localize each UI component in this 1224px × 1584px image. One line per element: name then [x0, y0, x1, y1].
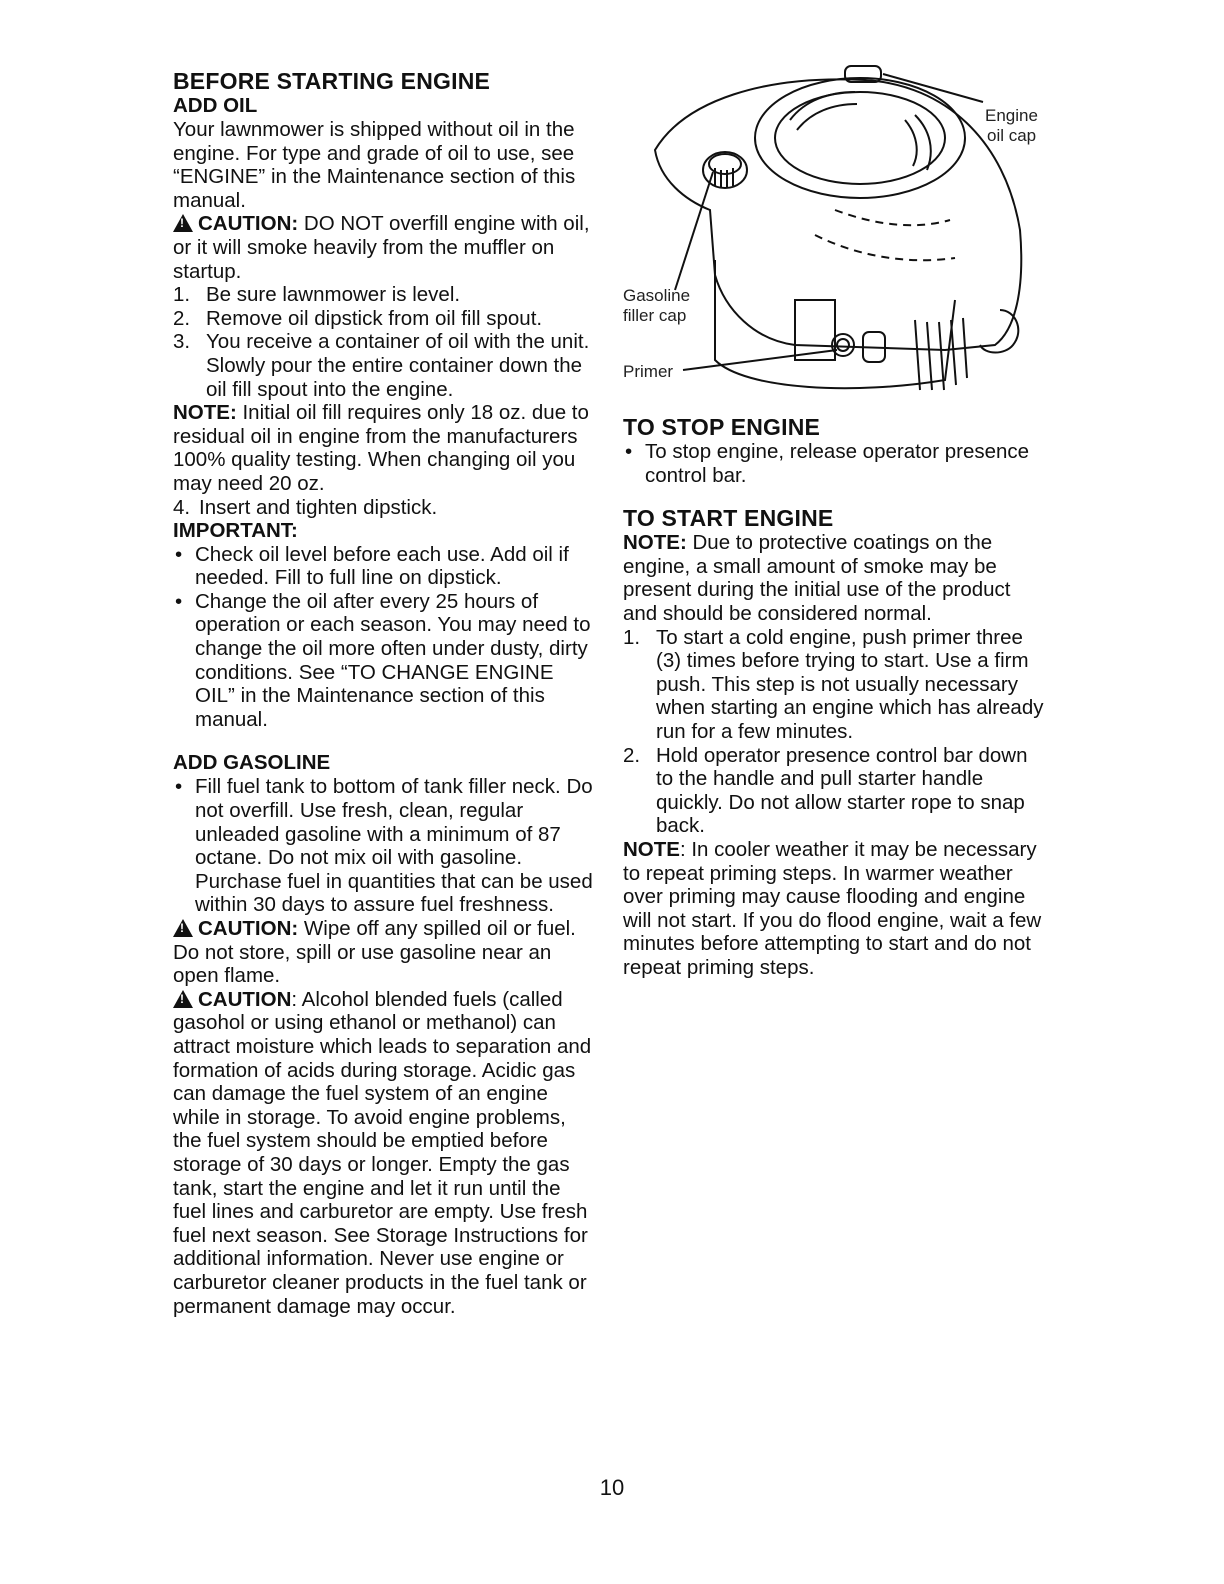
warning-triangle-icon	[173, 919, 193, 937]
list-item: • Change the oil after every 25 hours of operation or each season. You may need to change the oil more often under dusty, dirty conditions. See “TO CHANGE ENGINE OIL” in the Maintenance section of this manual.	[175, 589, 591, 731]
add-gasoline-heading: ADD GASOLINE	[173, 751, 331, 775]
warning-triangle-icon	[173, 214, 193, 232]
right-column	[623, 0, 1048, 979]
list-item: 3. You receive a container of oil with the unit. Slowly pour the entire container down the oil fill spout into the engine.	[173, 330, 590, 401]
gasoline-caution-1: !CAUTION: Wipe off any spilled oil or fuel. Do not store, spill or use gasoline near an open flame.	[173, 917, 598, 988]
stop-engine-heading: TO STOP ENGINE	[623, 414, 821, 440]
page-number: 10	[599, 1475, 625, 1500]
list-item: • Check oil level before each use. Add oil if needed. Fill to full line on dipstick.	[175, 542, 569, 590]
list-item: • To stop engine, release operator presence control bar.	[625, 440, 1030, 487]
gasoline-caution-2: !CAUTION: Alcohol blended fuels (called gasohol or using ethanol or methanol) can attract moisture which leads to separation and formation of acids during storage. Acidic gas can damage the fuel system of an engine while in storage. To avoid engine problems, the fuel system should be emptied before storage of 30 days or longer. Empty the gas tank, start the engine and let it run until the fuel lines and carburetor are empty. Use fresh fuel next season. See Storage Instructions for additional information. Never use engine or carburetor cleaner products in the fuel tank or permanent damage may occur.	[173, 988, 598, 1318]
start-engine-note-2: NOTE: In cooler weather it may be necessary to repeat priming steps. In warmer weather over priming may cause flooding and engine will not start. If you do flood engine, wait a few minutes before attempting to start and do not repeat priming steps.	[623, 837, 1042, 979]
section-title: BEFORE STARTING ENGINE	[173, 68, 491, 94]
start-engine-note: NOTE: Due to protective coatings on the engine, a small amount of smoke may be present during the initial use of the product and should be considered normal.	[623, 531, 1011, 625]
list-item: 2. Hold operator presence control bar down to the handle and pull starter handle quickly. Do not allow starter rope to snap back.	[623, 743, 1028, 838]
important-label: IMPORTANT:	[173, 519, 298, 543]
list-item: 1. Be sure lawnmower is level.	[173, 283, 461, 307]
add-oil-caution: !CAUTION: DO NOT overfill engine with oil, or it will smoke heavily from the muffler on startup.	[173, 212, 598, 283]
primer-label: Primer	[623, 362, 674, 381]
add-oil-heading: ADD OIL	[173, 94, 258, 117]
left-column	[173, 68, 598, 1318]
list-item: 1. To start a cold engine, push primer three (3) times before trying to start. Use a firm push. This step is not usually necessary when starting an engine which has already run for a few minutes.	[623, 625, 1044, 743]
warning-triangle-icon	[173, 990, 193, 1008]
list-item: • Fill fuel tank to bottom of tank filler neck. Do not overfill. Use fresh, clean, regular unleaded gasoline with a minimum of 87 octane. Do not mix oil with gasoline. Purchase fuel in quantities that can be used within 30 days to assure fuel freshness.	[175, 775, 593, 917]
list-item: 2. Remove oil dipstick from oil fill spout.	[173, 306, 543, 330]
gasoline-filler-cap-label: Gasoline filler cap	[623, 286, 691, 325]
list-item: 4. Insert and tighten dipstick.	[173, 495, 438, 519]
engine-oil-cap-label: Engine oil cap	[985, 106, 1038, 145]
add-oil-note: NOTE: Initial oil fill requires only 18 oz. due to residual oil in engine from the manufacturers 100% quality testing. When changing oil you may need 20 oz.	[173, 401, 589, 495]
start-engine-heading: TO START ENGINE	[623, 505, 834, 532]
add-oil-intro: Your lawnmower is shipped without oil in the engine. For type and grade of oil to use, see “ENGINE” in the Maintenance section of this manual.	[173, 118, 576, 212]
